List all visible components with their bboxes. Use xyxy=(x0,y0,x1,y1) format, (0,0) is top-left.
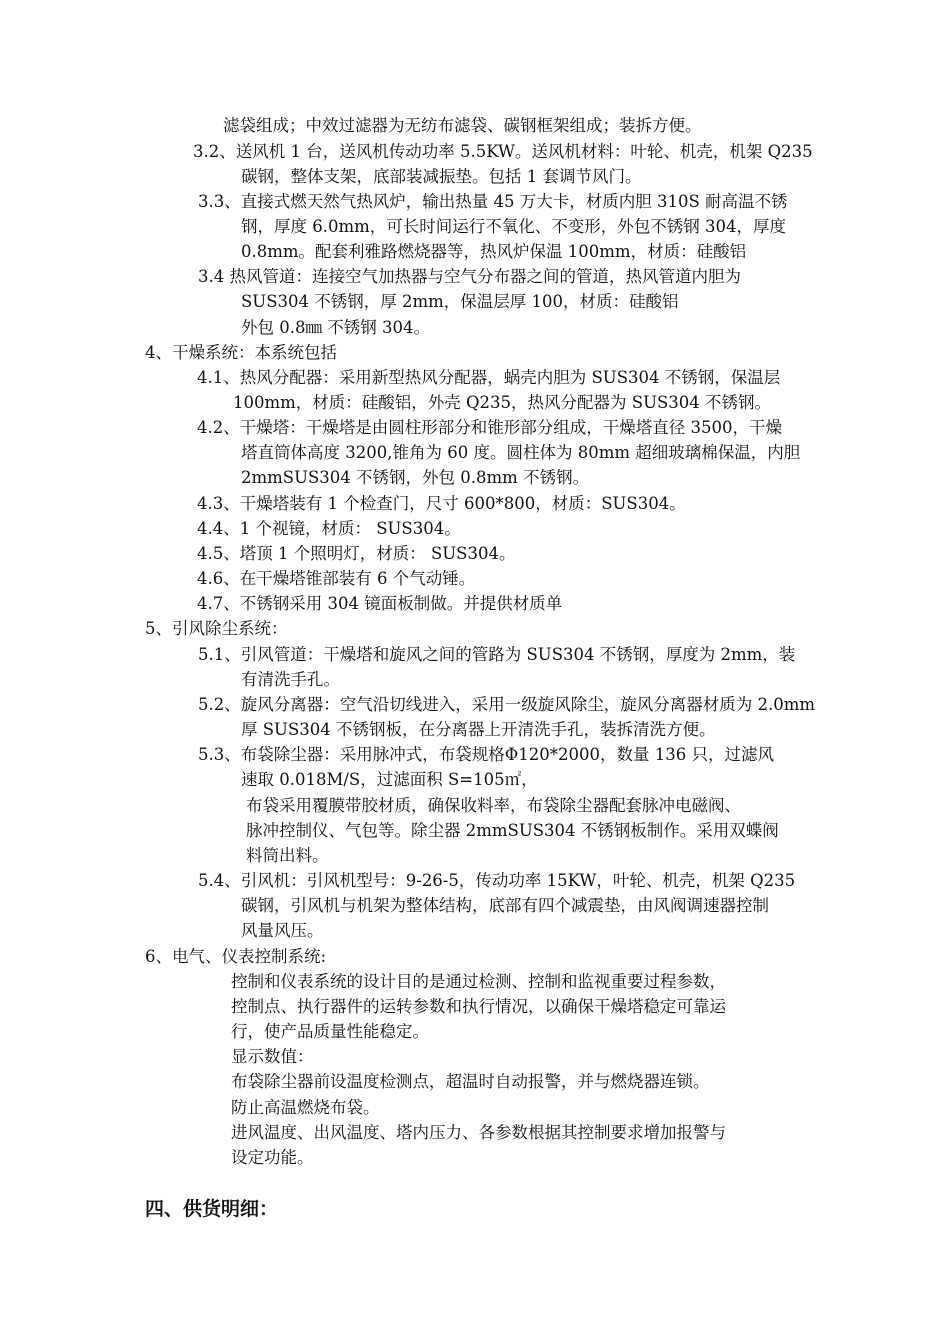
text-line: 2mmSUS304 不锈钢，外包 0.8mm 不锈钢。 xyxy=(241,468,590,487)
text-line: 4.4、1 个视镜，材质： SUS304。 xyxy=(197,519,461,538)
text-line: SUS304 不锈钢，厚 2mm，保温层厚 100，材质：硅酸铝 xyxy=(241,292,679,311)
text-line: 3.2、送风机 1 台，送风机传动功率 5.5KW。送风机材料：叶轮、机壳，机架 Q235 xyxy=(193,142,813,161)
text-line: 5.2、旋风分离器：空气沿切线进入，采用一级旋风除尘，旋风分离器材质为 2.0mm xyxy=(198,695,816,714)
text-line: 厚 SUS304 不锈钢板，在分离器上开清洗手孔，装拆清洗方便。 xyxy=(241,720,716,739)
text-line: 4.7、不锈钢采用 304 镜面板制做。并提供材质单 xyxy=(197,594,563,613)
text-line: 有清洗手孔。 xyxy=(241,670,340,689)
text-line: 防止高温燃烧布袋。 xyxy=(231,1098,380,1117)
text-line: 外包 0.8㎜ 不锈钢 304。 xyxy=(241,318,430,337)
text-line: 4.2、干燥塔：干燥塔是由圆柱形部分和锥形部分组成，干燥塔直径 3500，干燥 xyxy=(197,418,782,437)
text-line: 钢，厚度 6.0mm，可长时间运行不氧化、不变形，外包不锈钢 304，厚度 xyxy=(241,217,787,236)
section-heading: 四、供货明细： xyxy=(145,1198,279,1220)
text-line: 控制点、执行器件的运转参数和执行情况，以确保干燥塔稳定可靠运 xyxy=(231,997,726,1016)
text-line: 控制和仪表系统的设计目的是通过检测、控制和监视重要过程参数， xyxy=(231,972,726,991)
text-line: 100mm，材质：硅酸铝，外壳 Q235，热风分配器为 SUS304 不锈钢。 xyxy=(233,393,772,412)
text-line: 显示数值： xyxy=(231,1047,314,1066)
text-line: 料筒出料。 xyxy=(246,846,329,865)
text-line: 4.3、干燥塔装有 1 个检查门，尺寸 600*800，材质：SUS304。 xyxy=(197,494,686,513)
text-line: 塔直筒体高度 3200,锥角为 60 度。圆柱体为 80mm 超细玻璃棉保温，内胆 xyxy=(241,443,801,462)
text-line: 5.3、布袋除尘器：采用脉冲式，布袋规格Φ120*2000，数量 136 只，过滤风 xyxy=(198,745,774,764)
text-line: 4.5、塔顶 1 个照明灯，材质： SUS304。 xyxy=(197,544,516,563)
section-title: 4、干燥系统：本系统包括 xyxy=(145,343,337,362)
text-line: 0.8mm。配套利雅路燃烧器等，热风炉保温 100mm，材质：硅酸铝 xyxy=(241,242,747,261)
text-line: 滤袋组成；中效过滤器为无纺布滤袋、碳钢框架组成；装拆方便。 xyxy=(223,116,702,135)
text-line: 4.6、在干燥塔锥部装有 6 个气动锤。 xyxy=(197,569,476,588)
text-line: 脉冲控制仪、气包等。除尘器 2mmSUS304 不锈钢板制作。采用双蝶阀 xyxy=(246,821,779,840)
text-line: 3.3、直接式燃天然气热风炉，输出热量 45 万大卡，材质内胆 310S 耐高温不锈 xyxy=(198,192,788,211)
text-line: 碳钢，引风机与机架为整体结构，底部有四个减震垫，由风阀调速器控制 xyxy=(241,896,769,915)
text-line: 布袋除尘器前设温度检测点，超温时自动报警，并与燃烧器连锁。 xyxy=(231,1072,710,1091)
text-line: 进风温度、出风温度、塔内压力、各参数根据其控制要求增加报警与 xyxy=(231,1123,726,1142)
text-line: 布袋采用覆膜带胶材质，确保收料率，布袋除尘器配套脉冲电磁阀、 xyxy=(246,796,741,815)
section-title: 6、电气、仪表控制系统: xyxy=(145,947,327,966)
text-line: 风量风压。 xyxy=(241,921,324,940)
section-title: 5、引风除尘系统： xyxy=(145,619,288,638)
text-line: 碳钢，整体支架，底部装减振垫。包括 1 套调节风门。 xyxy=(241,167,642,186)
text-line: 5.4、引风机：引风机型号：9-26-5，传动功率 15KW，叶轮、机壳，机架 Q235 xyxy=(198,871,796,890)
text-line: 4.1、热风分配器：采用新型热风分配器，蜗壳内胆为 SUS304 不锈钢，保温层 xyxy=(197,368,781,387)
text-line: 5.1、引风管道：干燥塔和旋风之间的管路为 SUS304 不锈钢，厚度为 2mm，装 xyxy=(198,645,796,664)
text-line: 行，使产品质量性能稳定。 xyxy=(231,1022,429,1041)
text-line: 速取 0.018M/S，过滤面积 S=105㎡， xyxy=(241,770,538,789)
text-line: 3.4 热风管道：连接空气加热器与空气分布器之间的管道，热风管道内胆为 xyxy=(198,267,741,286)
text-line: 设定功能。 xyxy=(231,1148,314,1167)
